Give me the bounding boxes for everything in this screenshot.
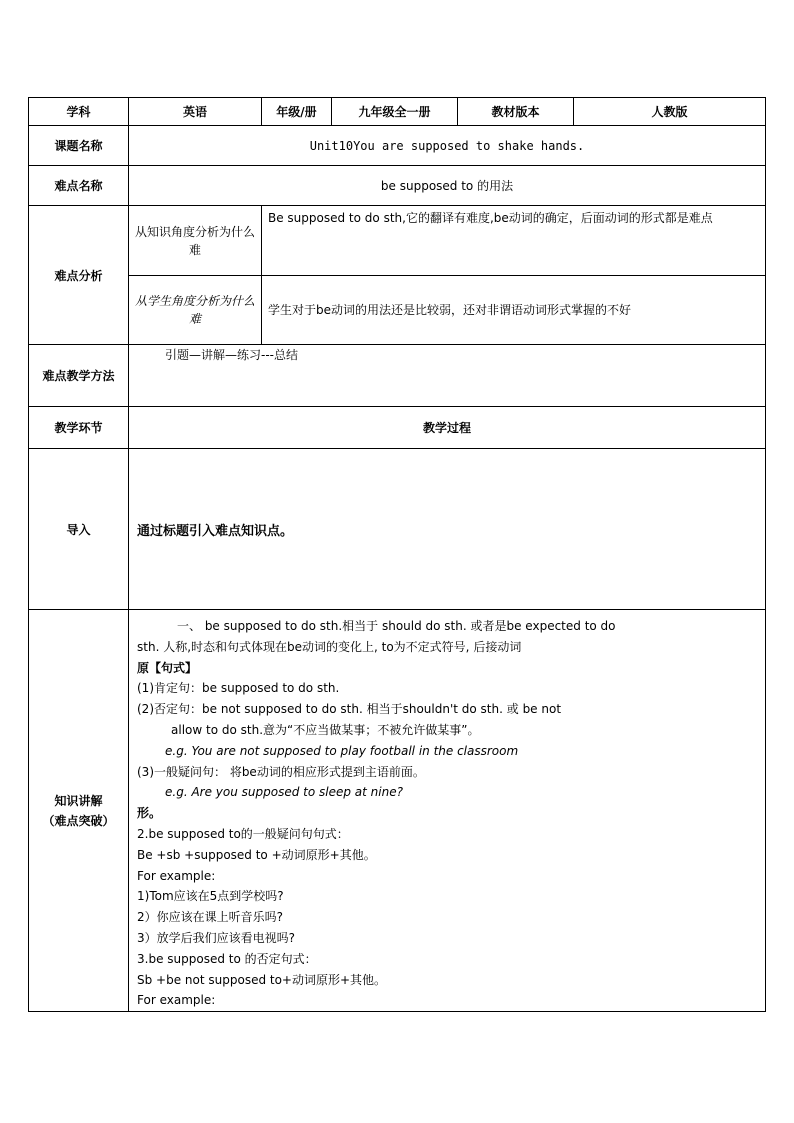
method-value: 引题—讲解—练习---总结 <box>129 345 766 407</box>
process-stage-label: 教学环节 <box>29 407 129 449</box>
difficulty-row <box>29 166 766 206</box>
edition-label: 教材版本 <box>458 98 574 126</box>
lecture-content <box>129 610 766 1012</box>
lecture-line: Sb +be not supposed to+动词原形+其他。 <box>137 972 387 987</box>
lecture-line: Be +sb +supposed to +动词原形+其他。 <box>137 847 376 862</box>
topic-row <box>29 126 766 166</box>
method-row <box>29 345 766 407</box>
lecture-line: 形。 <box>137 806 162 821</box>
intro-label: 导入 <box>29 449 129 610</box>
lecture-row <box>29 610 766 1012</box>
lecture-example: e.g. You are not supposed to play football in the classroom <box>165 743 519 758</box>
difficulty-label: 难点名称 <box>29 166 129 206</box>
lecture-line: 一、 be supposed to do sth.相当于 should do sth. 或者是be expected to do <box>177 619 616 633</box>
subject-value: 英语 <box>129 98 262 126</box>
lecture-line: 2）你应该在课上听音乐吗? <box>137 910 284 925</box>
lecture-label <box>29 610 129 1012</box>
grade-label: 年级/册 <box>262 98 332 126</box>
knowledge-angle-text: Be supposed to do sth,它的翻译有难度,be动词的确定，后面动词的形式都是难点 <box>262 206 766 276</box>
difficulty-value: be supposed to 的用法 <box>129 166 766 206</box>
student-angle-label: 从学生角度分析为什么难 <box>129 276 262 345</box>
topic-label: 课题名称 <box>29 126 129 166</box>
analysis-student-row <box>29 276 766 345</box>
subject-label: 学科 <box>29 98 129 126</box>
lecture-line: For example: <box>137 993 216 1008</box>
lecture-line: 3.be supposed to 的否定句式： <box>137 951 317 966</box>
lecture-label-main: 知识讲解 <box>54 793 103 808</box>
lecture-line: 原【句式】 <box>137 660 198 675</box>
lecture-line: (3)一般疑问句： 将be动词的相应形式提到主语前面。 <box>137 764 425 779</box>
lecture-line: (2)否定句：be not supposed to do sth. 相当于shouldn't do sth. 或 be not <box>137 702 562 717</box>
knowledge-angle-label: 从知识角度分析为什么难 <box>129 206 262 276</box>
analysis-knowledge-row <box>29 206 766 276</box>
lecture-line: 2.be supposed to的一般疑问句句式： <box>137 826 349 841</box>
lecture-line: 3）放学后我们应该看电视吗? <box>137 930 296 945</box>
lecture-example: e.g. Are you supposed to sleep at nine? <box>165 785 403 800</box>
lecture-line: 1)Tom应该在5点到学校吗? <box>137 889 284 904</box>
lesson-plan-table <box>28 97 766 1012</box>
process-label: 教学过程 <box>129 407 766 449</box>
lecture-line: (1)肯定句：be supposed to do sth. <box>137 681 340 696</box>
analysis-label: 难点分析 <box>29 206 129 345</box>
lecture-line: allow to do sth.意为“不应当做某事；不被允许做某事”。 <box>171 722 480 737</box>
process-header-row <box>29 407 766 449</box>
intro-value: 通过标题引入难点知识点。 <box>129 449 766 610</box>
lecture-label-sub: （难点突破） <box>42 813 115 828</box>
lecture-line: sth. 人称,时态和句式体现在be动词的变化上, to为不定式符号, 后接动词 <box>137 639 522 654</box>
topic-value: Unit10You are supposed to shake hands. <box>129 126 766 166</box>
edition-value: 人教版 <box>574 98 766 126</box>
student-angle-text: 学生对于be动词的用法还是比较弱，还对非谓语动词形式掌握的不好 <box>262 276 766 345</box>
method-label: 难点教学方法 <box>29 345 129 407</box>
lecture-line: For example: <box>137 868 216 883</box>
intro-row <box>29 449 766 610</box>
grade-value: 九年级全一册 <box>332 98 458 126</box>
header-row <box>29 98 766 126</box>
